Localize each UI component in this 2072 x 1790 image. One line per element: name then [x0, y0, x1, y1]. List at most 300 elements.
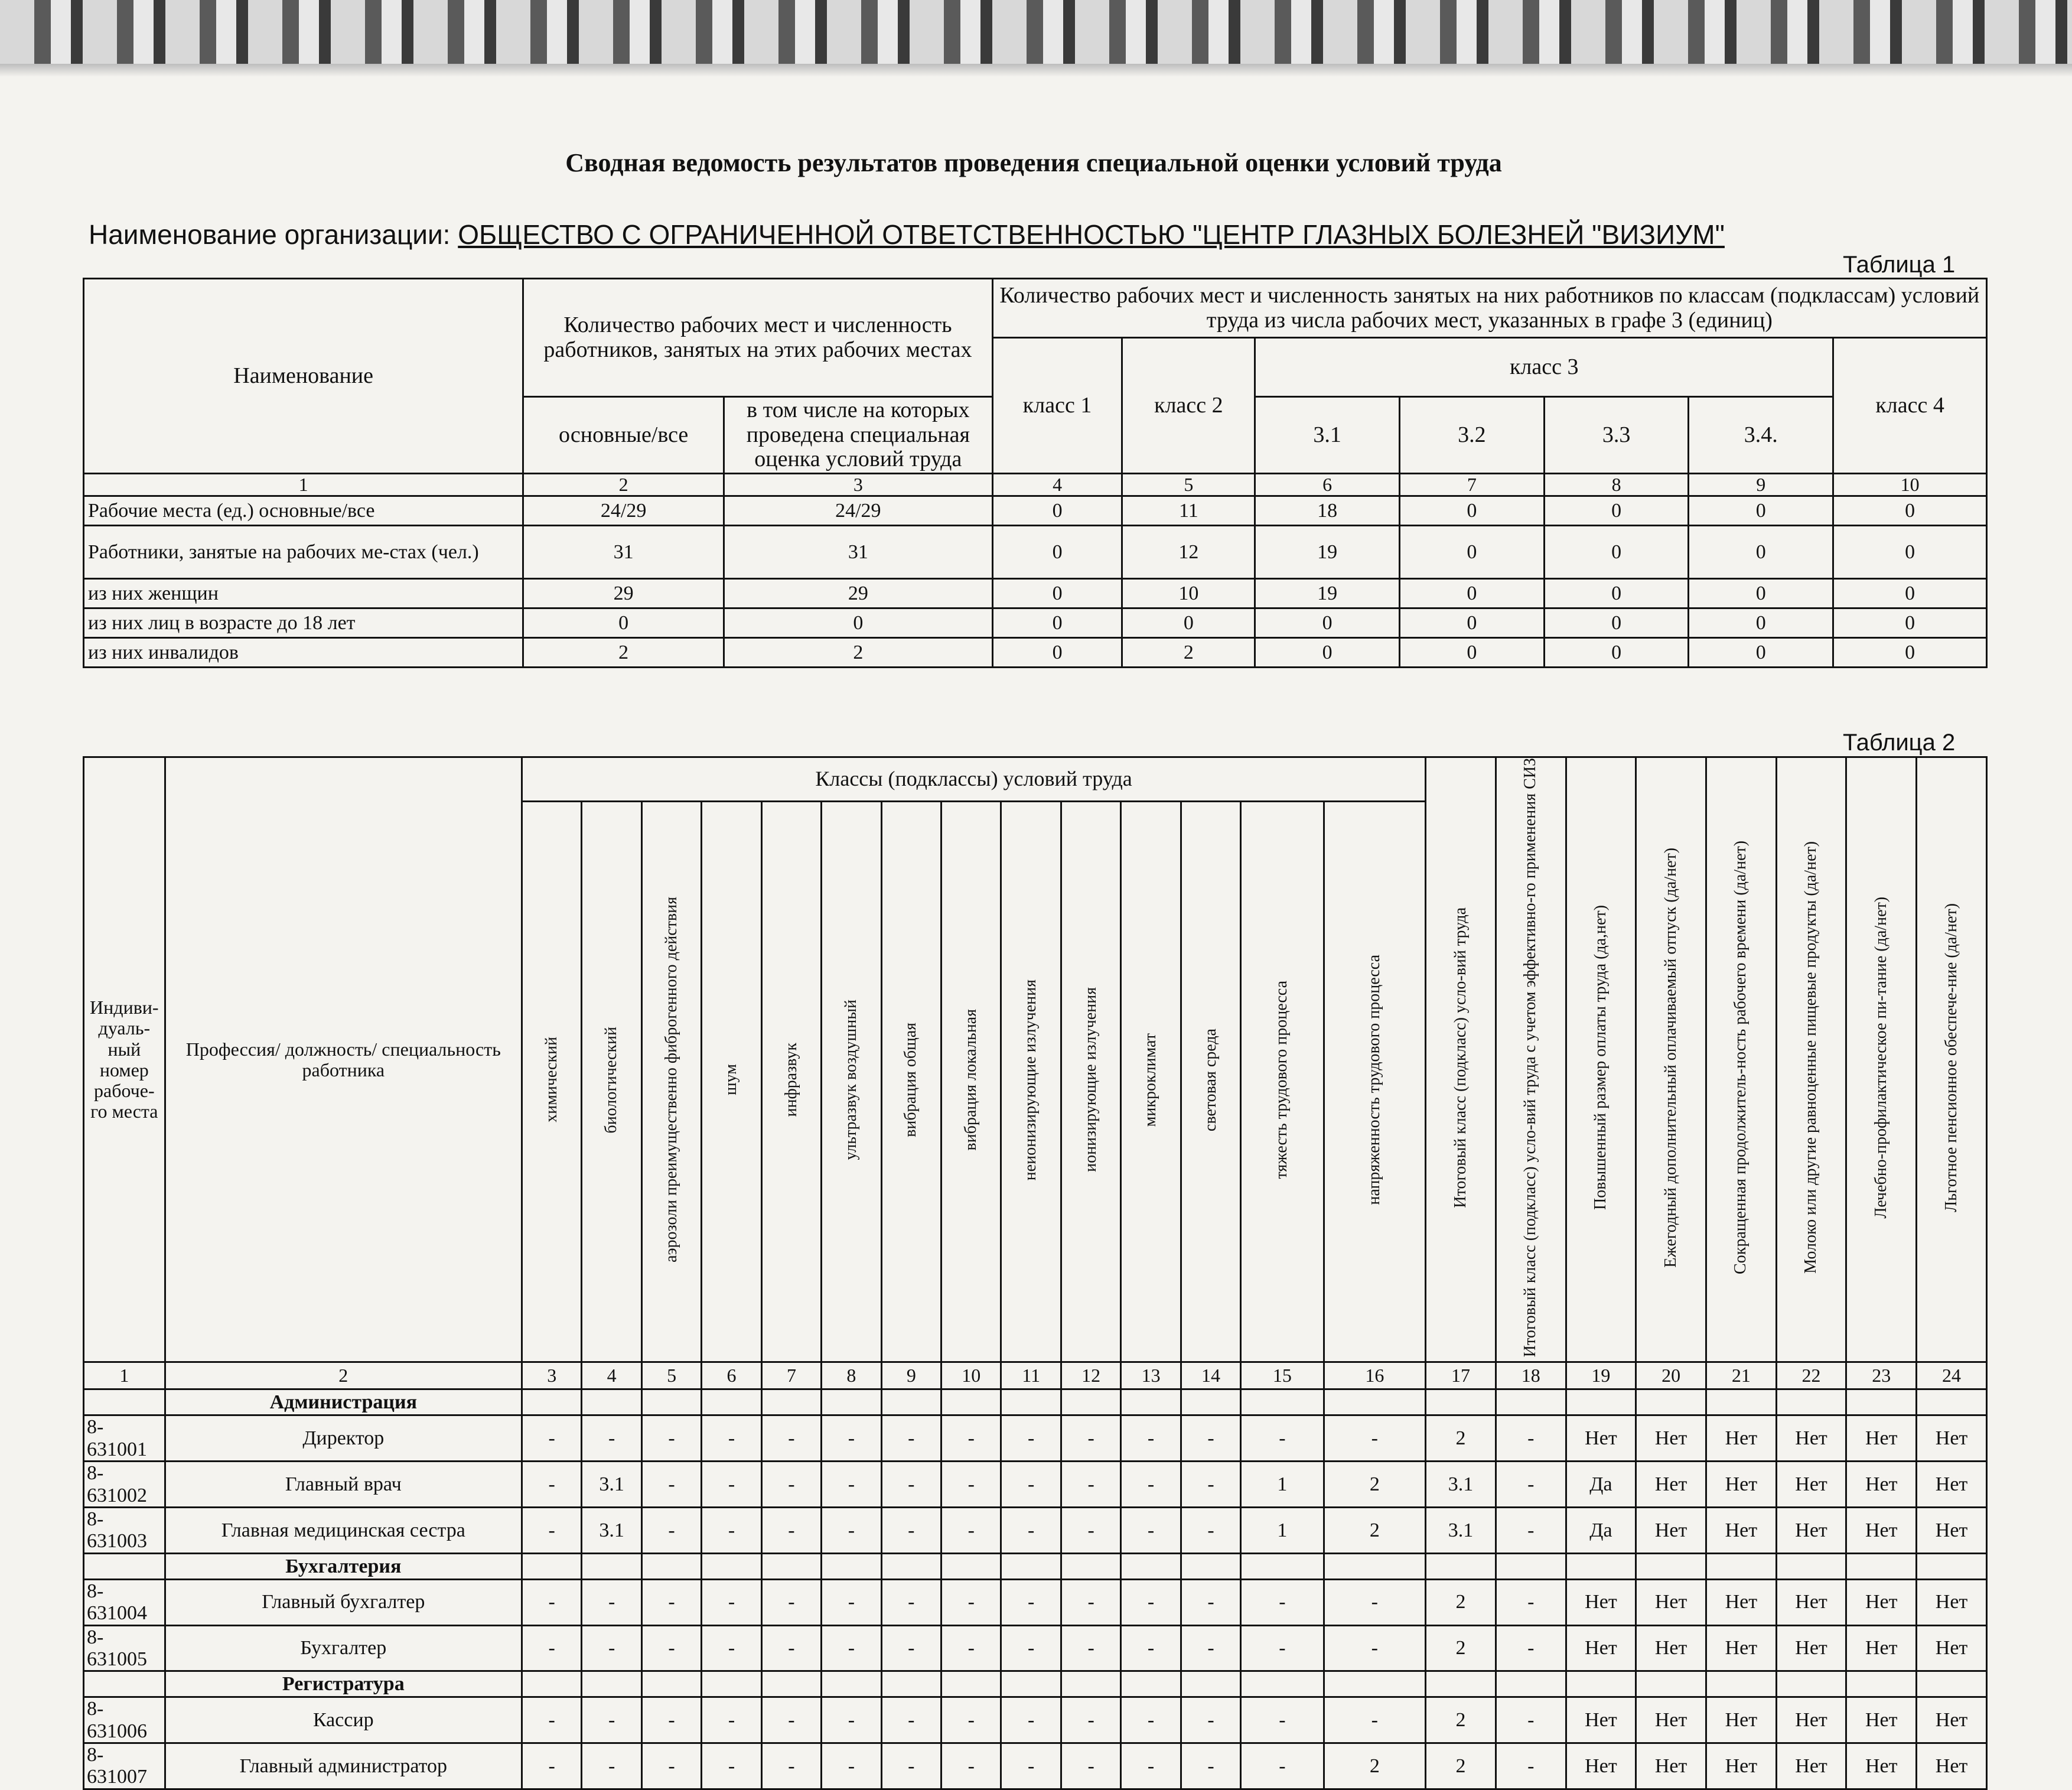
t2-empty-cell [84, 1553, 165, 1579]
t2-factor-9 [1061, 802, 1120, 1362]
t2-section-row [84, 1671, 1987, 1697]
t2-empty-cell [1706, 1671, 1776, 1697]
t2-cell: - [1121, 1415, 1181, 1462]
t2-cell: Нет [1846, 1625, 1917, 1671]
t1-cell: 0 [1255, 608, 1400, 638]
t1-cell: 19 [1255, 579, 1400, 608]
t1-cell: 10 [1122, 579, 1255, 608]
t2-column-number: 2 [165, 1362, 522, 1389]
t2-cell: - [702, 1415, 761, 1462]
t2-factor-11 [1181, 802, 1240, 1362]
t2-header-extra-5 [1776, 757, 1846, 1362]
t2-cell: - [1061, 1462, 1120, 1508]
t2-section-title: Бухгалтерия [165, 1553, 522, 1579]
t2-empty-cell [881, 1553, 941, 1579]
t2-cell: - [822, 1743, 881, 1789]
t2-column-number: 13 [1121, 1362, 1181, 1389]
t2-column-number: 7 [761, 1362, 821, 1389]
t2-empty-cell [1846, 1671, 1917, 1697]
t2-cell: - [761, 1415, 821, 1462]
t1-header-assessed: в том числе на которых проведена специальная оценка условий труда [724, 397, 993, 474]
t2-cell: Нет [1566, 1415, 1636, 1462]
t2-cell: - [582, 1697, 641, 1743]
t2-cell: - [881, 1625, 941, 1671]
t2-workplace-row [84, 1697, 1987, 1743]
t2-empty-cell [1426, 1671, 1496, 1697]
t1-data-row [84, 608, 1987, 638]
t2-cell: - [941, 1625, 1001, 1671]
t2-empty-cell [1917, 1553, 1987, 1579]
t2-cell: - [1241, 1625, 1324, 1671]
t2-empty-cell [1241, 1553, 1324, 1579]
t1-cell: 0 [992, 579, 1122, 608]
t2-factor-label: биологический [602, 1026, 621, 1134]
t2-column-number: 6 [702, 1362, 761, 1389]
t2-empty-cell [1496, 1389, 1566, 1415]
t1-cell: 0 [1689, 526, 1833, 579]
t2-empty-cell [1496, 1553, 1566, 1579]
t2-cell: Нет [1846, 1743, 1917, 1789]
t2-cell: Да [1566, 1462, 1636, 1508]
t2-cell: Нет [1706, 1697, 1776, 1743]
t2-empty-cell [84, 1389, 165, 1415]
t2-cell: Нет [1846, 1462, 1917, 1508]
t2-column-number: 19 [1566, 1362, 1636, 1389]
t1-cell: 0 [1400, 579, 1545, 608]
t2-workplace-id: 8-631007 [84, 1743, 165, 1789]
t2-column-number: 16 [1324, 1362, 1426, 1389]
t1-header-sub32: 3.2 [1400, 397, 1545, 474]
t2-cell: - [1061, 1697, 1120, 1743]
t1-cell: 0 [1833, 526, 1987, 579]
t1-cell: 0 [1400, 608, 1545, 638]
t2-cell: 1 [1241, 1507, 1324, 1553]
t2-column-number: 23 [1846, 1362, 1917, 1389]
t2-empty-cell [582, 1553, 641, 1579]
t2-cell: Нет [1636, 1743, 1706, 1789]
t2-empty-cell [1181, 1389, 1240, 1415]
t2-header-extra-label: Итоговый класс (подкласс) усло-вий труда [1451, 907, 1470, 1208]
t2-column-number: 24 [1917, 1362, 1987, 1389]
t2-cell: Нет [1706, 1415, 1776, 1462]
t2-cell: - [1241, 1697, 1324, 1743]
t2-cell: - [702, 1697, 761, 1743]
t2-header-extra-1 [1496, 757, 1566, 1362]
t2-cell: Нет [1917, 1697, 1987, 1743]
t2-cell: Нет [1917, 1507, 1987, 1553]
t1-row-label: Рабочие места (ед.) основные/все [84, 496, 523, 526]
t2-cell: 2 [1426, 1743, 1496, 1789]
t1-header-basic: основные/все [523, 397, 724, 474]
t2-empty-cell [1181, 1671, 1240, 1697]
t1-cell: 0 [1544, 608, 1689, 638]
organization-line [89, 219, 1725, 250]
t2-empty-cell [582, 1389, 641, 1415]
t1-data-row [84, 526, 1987, 579]
spiral-binding [0, 0, 2072, 64]
t2-cell: - [1324, 1415, 1426, 1462]
t2-factor-10 [1121, 802, 1181, 1362]
t1-header-group-b: Количество рабочих мест и численность занятых на них работников по классам (подклассам) условий труда из числа рабочих мест, указанных в графе 3 (единиц) [992, 279, 1986, 338]
t2-cell: - [702, 1462, 761, 1508]
t1-row-label: из них инвалидов [84, 638, 523, 668]
t2-column-number: 5 [641, 1362, 701, 1389]
t2-cell: - [641, 1579, 701, 1625]
t2-column-number: 8 [822, 1362, 881, 1389]
t2-factor-label: микроклимат [1141, 1033, 1160, 1127]
t1-header-class3: класс 3 [1255, 338, 1833, 397]
t2-cell: 3.1 [1426, 1462, 1496, 1508]
t2-cell: - [1181, 1743, 1240, 1789]
t2-cell: - [1241, 1579, 1324, 1625]
t2-empty-cell [1241, 1671, 1324, 1697]
t2-cell: - [1001, 1625, 1061, 1671]
t2-factor-6 [881, 802, 941, 1362]
t2-section-title: Регистратура [165, 1671, 522, 1697]
t2-empty-cell [702, 1553, 761, 1579]
t2-cell: Нет [1566, 1625, 1636, 1671]
t2-profession-name: Кассир [165, 1697, 522, 1743]
t2-cell: Нет [1706, 1743, 1776, 1789]
t2-cell: - [1121, 1697, 1181, 1743]
document-page [77, 112, 1990, 1788]
t2-section-row [84, 1553, 1987, 1579]
t2-header-extra-0 [1426, 757, 1496, 1362]
t2-workplace-row [84, 1579, 1987, 1625]
t2-cell: - [582, 1743, 641, 1789]
t2-cell: - [582, 1415, 641, 1462]
t2-empty-cell [1121, 1553, 1181, 1579]
t2-cell: - [1241, 1415, 1324, 1462]
t2-empty-cell [941, 1553, 1001, 1579]
t2-cell: Нет [1636, 1625, 1706, 1671]
t2-section-row [84, 1389, 1987, 1415]
t2-header-extra-label: Лечебно-профилактическое пи-тание (да/нет) [1871, 896, 1890, 1219]
t2-cell: - [702, 1743, 761, 1789]
t1-header-group-a: Количество рабочих мест и численность работников, занятых на этих рабочих местах [523, 279, 992, 397]
t2-cell: Нет [1706, 1579, 1776, 1625]
t2-cell: - [522, 1415, 581, 1462]
t1-cell: 0 [1544, 526, 1689, 579]
t2-empty-cell [1426, 1553, 1496, 1579]
t2-cell: - [941, 1507, 1001, 1553]
t2-cell: - [1061, 1579, 1120, 1625]
t2-cell: - [761, 1507, 821, 1553]
t2-cell: - [881, 1697, 941, 1743]
t2-empty-cell [1061, 1671, 1120, 1697]
t2-cell: - [881, 1507, 941, 1553]
t2-cell: - [822, 1625, 881, 1671]
t1-cell: 18 [1255, 496, 1400, 526]
t2-empty-cell [1241, 1389, 1324, 1415]
t2-column-number: 14 [1181, 1362, 1240, 1389]
t1-cell: 0 [1833, 608, 1987, 638]
t2-empty-cell [1706, 1553, 1776, 1579]
t2-empty-cell [941, 1389, 1001, 1415]
t2-empty-cell [1121, 1389, 1181, 1415]
t2-factor-1 [582, 802, 641, 1362]
t1-cell: 0 [992, 638, 1122, 668]
t2-column-number: 11 [1001, 1362, 1061, 1389]
t2-factor-7 [941, 802, 1001, 1362]
t2-empty-cell [582, 1671, 641, 1697]
t2-header-extra-label: Ежегодный дополнительный оплачиваемый отпуск (да/нет) [1661, 847, 1680, 1268]
t2-factor-label: ионизирующие излучения [1081, 987, 1100, 1173]
t2-empty-cell [1061, 1553, 1120, 1579]
t2-cell: 3.1 [582, 1462, 641, 1508]
t2-empty-cell [1566, 1553, 1636, 1579]
t2-header-extra-label: Льготное пенсионное обеспече-ние (да/нет) [1941, 903, 1960, 1212]
t1-cell: 0 [992, 608, 1122, 638]
document-title: Сводная ведомость результатов проведения специальной оценки условий труда [565, 148, 1502, 177]
t2-cell: Нет [1776, 1697, 1846, 1743]
binding-shadow [0, 64, 2072, 77]
t2-factor-4 [761, 802, 821, 1362]
t2-cell: 3.1 [1426, 1507, 1496, 1553]
t1-cell: 31 [724, 526, 993, 579]
t2-factor-5 [822, 802, 881, 1362]
t2-cell: - [1496, 1507, 1566, 1553]
t2-column-number: 9 [881, 1362, 941, 1389]
t2-cell: - [1496, 1697, 1566, 1743]
t2-cell: - [941, 1697, 1001, 1743]
t2-empty-cell [641, 1671, 701, 1697]
t2-empty-cell [702, 1389, 761, 1415]
t2-cell: - [522, 1507, 581, 1553]
t2-empty-cell [1121, 1671, 1181, 1697]
t2-cell: - [1181, 1415, 1240, 1462]
t2-factor-label: вибрация общая [901, 1022, 920, 1137]
t2-cell: - [881, 1415, 941, 1462]
t2-cell: - [1121, 1507, 1181, 1553]
t2-header-classes-group: Классы (подклассы) условий труда [522, 757, 1425, 802]
t2-cell: 2 [1324, 1743, 1426, 1789]
t1-row-label: из них лиц в возрасте до 18 лет [84, 608, 523, 638]
t2-cell: - [1496, 1415, 1566, 1462]
t2-header-extra-2 [1566, 757, 1636, 1362]
t1-cell: 0 [1544, 638, 1689, 668]
t2-cell: Нет [1776, 1625, 1846, 1671]
t2-factor-label: аэрозоли преимущественно фиброгенного действия [662, 897, 680, 1263]
t1-cell: 0 [1833, 579, 1987, 608]
t2-cell: - [1324, 1579, 1426, 1625]
t2-profession-name: Главная медицинская сестра [165, 1507, 522, 1553]
t2-cell: - [822, 1507, 881, 1553]
t2-empty-cell [1566, 1389, 1636, 1415]
t2-empty-cell [522, 1671, 581, 1697]
t2-cell: - [881, 1579, 941, 1625]
t2-header-extra-3 [1636, 757, 1706, 1362]
t1-cell: 0 [1400, 638, 1545, 668]
t2-empty-cell [84, 1671, 165, 1697]
t1-header-class2: класс 2 [1122, 338, 1255, 474]
t2-cell: Нет [1846, 1697, 1917, 1743]
t2-cell: - [522, 1462, 581, 1508]
t2-cell: - [641, 1625, 701, 1671]
t2-empty-cell [1001, 1389, 1061, 1415]
t2-factor-label: ультразвук воздушный [841, 1000, 860, 1160]
t1-cell: 29 [724, 579, 993, 608]
organization-label: Наименование организации: [89, 219, 451, 250]
t1-cell: 0 [523, 608, 724, 638]
t2-empty-cell [1706, 1389, 1776, 1415]
t2-cell: - [1181, 1579, 1240, 1625]
t2-cell: - [522, 1579, 581, 1625]
t1-column-number: 6 [1255, 474, 1400, 496]
t2-cell: - [1496, 1579, 1566, 1625]
table2-caption: Таблица 2 [1843, 730, 1956, 756]
t1-cell: 0 [1689, 608, 1833, 638]
t2-cell: Нет [1636, 1415, 1706, 1462]
t2-cell: - [761, 1697, 821, 1743]
t2-cell: - [761, 1625, 821, 1671]
t2-cell: - [1061, 1415, 1120, 1462]
t2-cell: Нет [1566, 1743, 1636, 1789]
t2-column-number: 3 [522, 1362, 581, 1389]
t1-row-label: из них женщин [84, 579, 523, 608]
t2-empty-cell [1776, 1553, 1846, 1579]
t1-column-number: 5 [1122, 474, 1255, 496]
t2-empty-cell [522, 1553, 581, 1579]
t1-cell: 0 [1689, 579, 1833, 608]
t2-workplace-id: 8-631004 [84, 1579, 165, 1625]
t2-cell: - [1001, 1697, 1061, 1743]
t2-cell: 2 [1426, 1697, 1496, 1743]
t2-profession-name: Директор [165, 1415, 522, 1462]
t1-cell: 0 [1833, 638, 1987, 668]
t2-column-numbers [84, 1362, 1987, 1389]
t2-cell: Нет [1706, 1507, 1776, 1553]
t2-column-number: 20 [1636, 1362, 1706, 1389]
t2-cell: 1 [1241, 1462, 1324, 1508]
t2-workplace-id: 8-631001 [84, 1415, 165, 1462]
t2-cell: - [522, 1625, 581, 1671]
t2-empty-cell [1496, 1671, 1566, 1697]
t2-workplace-row [84, 1743, 1987, 1789]
t2-header-id: Индиви-дуаль-ный номер рабоче-го места [84, 757, 165, 1362]
t2-empty-cell [1636, 1389, 1706, 1415]
t2-cell: Нет [1636, 1697, 1706, 1743]
t2-cell: Нет [1776, 1507, 1846, 1553]
t2-factor-label: световая среда [1201, 1028, 1220, 1131]
t1-header-class4: класс 4 [1833, 338, 1987, 474]
t1-cell: 11 [1122, 496, 1255, 526]
t2-empty-cell [761, 1671, 821, 1697]
t2-empty-cell [1917, 1389, 1987, 1415]
t2-empty-cell [1324, 1671, 1426, 1697]
t2-cell: - [822, 1415, 881, 1462]
t1-cell: 0 [1255, 638, 1400, 668]
t1-row-label: Работники, занятые на рабочих ме-стах (чел.) [84, 526, 523, 579]
t2-empty-cell [1776, 1389, 1846, 1415]
t2-column-number: 12 [1061, 1362, 1120, 1389]
t2-factor-label: напряженность трудового процесса [1364, 954, 1383, 1205]
t1-header-sub34: 3.4. [1689, 397, 1833, 474]
t1-column-number: 3 [724, 474, 993, 496]
t1-cell: 0 [1544, 496, 1689, 526]
t2-cell: - [1061, 1625, 1120, 1671]
t2-cell: 2 [1426, 1625, 1496, 1671]
t2-empty-cell [881, 1389, 941, 1415]
t2-factor-label: инфразвук [781, 1043, 800, 1117]
t2-column-number: 15 [1241, 1362, 1324, 1389]
t1-cell: 0 [1544, 579, 1689, 608]
t2-cell: - [1121, 1579, 1181, 1625]
t2-factor-label: шум [722, 1064, 741, 1096]
t1-column-number: 4 [992, 474, 1122, 496]
t1-cell: 0 [1400, 496, 1545, 526]
t2-empty-cell [1917, 1671, 1987, 1697]
t2-cell: - [1324, 1697, 1426, 1743]
t2-cell: Нет [1776, 1462, 1846, 1508]
t2-cell: - [1061, 1743, 1120, 1789]
t2-cell: - [1061, 1507, 1120, 1553]
t1-cell: 0 [1689, 496, 1833, 526]
t2-workplace-id: 8-631005 [84, 1625, 165, 1671]
t2-cell: - [641, 1743, 701, 1789]
t2-factor-0 [522, 802, 581, 1362]
t2-cell: 2 [1324, 1462, 1426, 1508]
t1-column-number: 7 [1400, 474, 1545, 496]
t2-header-extra-7 [1917, 757, 1987, 1362]
t2-cell: Нет [1776, 1579, 1846, 1625]
t2-empty-cell [1636, 1671, 1706, 1697]
t2-cell: Нет [1917, 1625, 1987, 1671]
workplace-table-2 [83, 756, 1988, 1790]
t2-cell: - [941, 1462, 1001, 1508]
t2-cell: - [822, 1462, 881, 1508]
t1-header-sub31: 3.1 [1255, 397, 1400, 474]
t2-factor-8 [1001, 802, 1061, 1362]
t2-workplace-row [84, 1415, 1987, 1462]
t2-factor-3 [702, 802, 761, 1362]
t1-cell: 12 [1122, 526, 1255, 579]
t1-data-row [84, 579, 1987, 608]
t2-empty-cell [1566, 1671, 1636, 1697]
t2-cell: Нет [1917, 1579, 1987, 1625]
t1-cell: 0 [992, 496, 1122, 526]
t2-cell: - [822, 1579, 881, 1625]
t2-cell: - [1496, 1625, 1566, 1671]
t2-cell: - [582, 1625, 641, 1671]
t2-cell: - [1001, 1507, 1061, 1553]
t2-cell: - [1181, 1507, 1240, 1553]
t1-cell: 29 [523, 579, 724, 608]
t2-column-number: 17 [1426, 1362, 1496, 1389]
t2-cell: - [1181, 1625, 1240, 1671]
t2-header-extra-6 [1846, 757, 1917, 1362]
t2-factor-13 [1324, 802, 1426, 1362]
t2-factor-label: химический [542, 1037, 561, 1123]
t2-empty-cell [822, 1553, 881, 1579]
t2-cell: - [522, 1743, 581, 1789]
organization-name: ОБЩЕСТВО С ОГРАНИЧЕННОЙ ОТВЕТСТВЕННОСТЬЮ "ЦЕНТР ГЛАЗНЫХ БОЛЕЗНЕЙ "ВИЗИУМ" [458, 219, 1725, 250]
t1-cell: 31 [523, 526, 724, 579]
t2-empty-cell [1324, 1389, 1426, 1415]
t2-empty-cell [1061, 1389, 1120, 1415]
t2-cell: 2 [1426, 1415, 1496, 1462]
t2-empty-cell [1001, 1671, 1061, 1697]
t1-cell: 2 [523, 638, 724, 668]
t1-column-number: 9 [1689, 474, 1833, 496]
t2-cell: - [641, 1697, 701, 1743]
t2-empty-cell [822, 1389, 881, 1415]
t2-header-extra-4 [1706, 757, 1776, 1362]
t1-header-class1: класс 1 [992, 338, 1122, 474]
t2-header-extra-label: Сокращенная продолжитель-ность рабочего времени (да/нет) [1731, 841, 1750, 1275]
t2-empty-cell [1846, 1553, 1917, 1579]
t2-cell: - [941, 1415, 1001, 1462]
